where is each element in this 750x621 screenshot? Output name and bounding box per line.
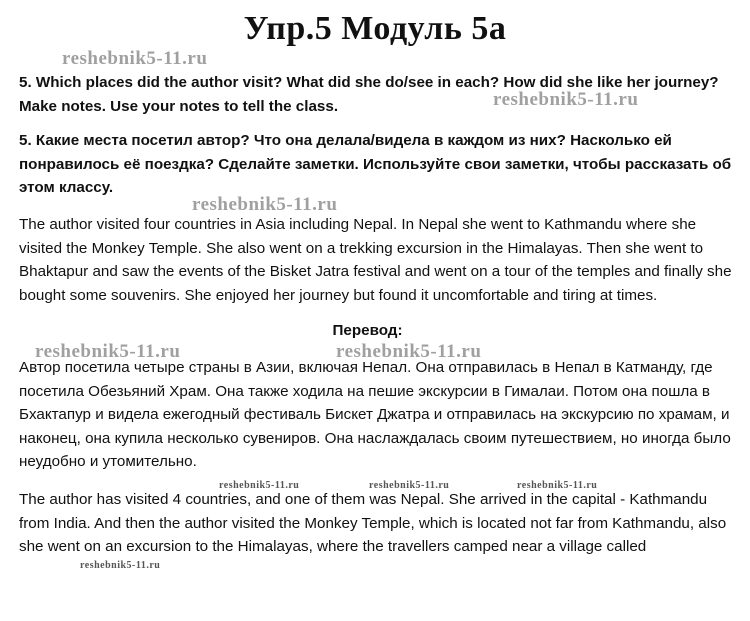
watermark: reshebnik5-11.ru [493, 89, 639, 110]
watermark: reshebnik5-11.ru [369, 480, 450, 491]
watermark: reshebnik5-11.ru [517, 480, 598, 491]
watermark: reshebnik5-11.ru [219, 480, 300, 491]
translation-heading: Перевод: [332, 322, 403, 339]
watermark: reshebnik5-11.ru [192, 194, 338, 215]
answer-english-second: The author has visited 4 countries, and one of them was Nepal. She arrived in the capital - Kathmandu from India. And then the author visited the Monkey Temple, which is located not far from Kathmandu, also she went on an excursion to the Himalayas, where the travellers camped near a village called [19, 491, 727, 555]
page-title: Упр.5 Модуль 5а [243, 10, 507, 47]
task-english: 5. Which places did the author visit? What did she do/see in each? How did she like her journey? Make notes. Use your notes to tell the class. [19, 74, 719, 115]
watermark: reshebnik5-11.ru [35, 341, 181, 362]
task-russian: 5. Какие места посетил автор? Что она делала/видела в каждом из них? Насколько ей понравилось её поездка? Сделайте заметки. Используйте свои заметки, чтобы рассказать об этом классу. [19, 132, 732, 196]
answer-russian: Автор посетила четыре страны в Азии, включая Непал. Она отправилась в Непал в Катманду, где посетила Обезьяний Храм. Она также ходила на пешие экскурсии в Гималаи. Потом она пошла в Бхактапур и видела ежегодный фестиваль Бискет Джатра и отправилась на экскурсию по храмам, и наконец, она купила несколько сувениров. Она наслаждалась своим путешествием, но иногда было неудобно и утомительно. [19, 359, 731, 470]
watermark: reshebnik5-11.ru [336, 341, 482, 362]
watermark: reshebnik5-11.ru [80, 560, 161, 571]
watermark: reshebnik5-11.ru [62, 48, 208, 69]
answer-english: The author visited four countries in Asia including Nepal. In Nepal she went to Kathmandu where she visited the Monkey Temple. She also went on a trekking excursion in the Himalayas. Then she went to Bhaktapur and saw the events of the Bisket Jatra festival and went on a tour of the temples and finally she bought some souvenirs. She enjoyed her journey but found it uncomfortable and tiring at times. [19, 216, 732, 304]
